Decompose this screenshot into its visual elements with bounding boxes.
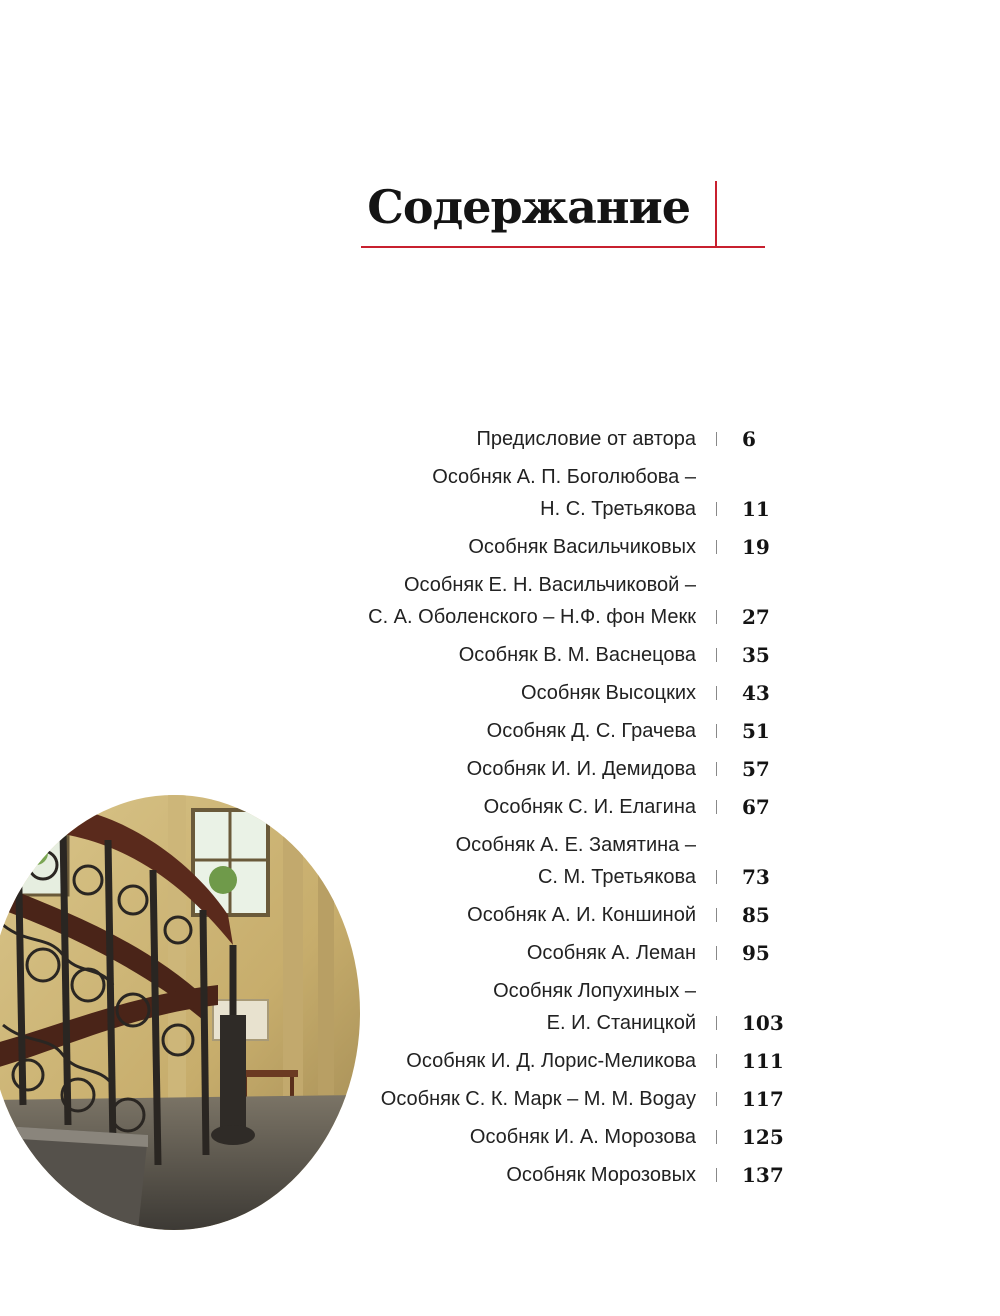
page-title: Содержание xyxy=(367,180,690,234)
toc-page-number: 6 xyxy=(742,427,756,451)
toc-entry[interactable] xyxy=(300,1121,820,1153)
toc-entry-title: Особняк Д. С. Грачева xyxy=(486,720,696,742)
toc-entry[interactable] xyxy=(300,423,820,455)
toc-separator xyxy=(716,1130,717,1144)
toc-separator xyxy=(716,540,717,554)
toc-entry-title: Особняк С. К. Марк – М. М. Bogay xyxy=(380,1088,696,1110)
toc-page-number: 27 xyxy=(742,605,770,629)
toc-page-number: 73 xyxy=(742,865,770,889)
staircase-photo xyxy=(0,795,360,1230)
toc-page-number: 95 xyxy=(742,941,770,965)
toc-separator xyxy=(716,1054,717,1068)
toc-separator xyxy=(716,686,717,700)
toc-separator xyxy=(716,800,717,814)
toc-page-number: 85 xyxy=(742,903,770,927)
toc-page-number: 11 xyxy=(742,497,770,521)
toc-separator xyxy=(716,1092,717,1106)
toc-separator xyxy=(716,432,717,446)
toc-page-number: 137 xyxy=(742,1163,784,1187)
toc-entry-title: Особняк Васильчиковых xyxy=(468,536,696,558)
toc-entry[interactable] xyxy=(300,1045,820,1077)
toc-entry-title: Н. С. Третьякова xyxy=(540,498,696,520)
toc-separator xyxy=(716,610,717,624)
toc-page-number: 51 xyxy=(742,719,770,743)
toc-entry[interactable] xyxy=(300,753,820,785)
toc-entry[interactable] xyxy=(300,1159,820,1191)
toc-separator xyxy=(716,502,717,516)
toc-page-number: 103 xyxy=(742,1011,784,1035)
toc-entry-title: С. А. Оболенского – Н.Ф. фон Мекк xyxy=(368,606,696,628)
toc-entry-title: Особняк И. Д. Лорис-Меликова xyxy=(406,1050,696,1072)
toc-entry-title: Особняк И. А. Морозова xyxy=(469,1126,696,1148)
toc-separator xyxy=(716,908,717,922)
toc-separator xyxy=(716,724,717,738)
toc-separator xyxy=(716,870,717,884)
toc-page-number: 57 xyxy=(742,757,770,781)
toc-page-number: 19 xyxy=(742,535,770,559)
toc-separator xyxy=(716,762,717,776)
toc-entry[interactable] xyxy=(300,829,820,893)
toc-entry[interactable] xyxy=(300,569,820,633)
toc-entry[interactable] xyxy=(300,677,820,709)
table-of-contents xyxy=(300,423,820,1197)
toc-entry-title: Особняк И. И. Демидова xyxy=(466,758,696,780)
toc-entry-title: Особняк В. М. Васнецова xyxy=(458,644,696,666)
toc-entry-title: Предисловие от автора xyxy=(476,428,696,450)
toc-separator xyxy=(716,1168,717,1182)
toc-entry[interactable] xyxy=(300,791,820,823)
toc-separator xyxy=(716,648,717,662)
toc-entry[interactable] xyxy=(300,531,820,563)
toc-entry[interactable] xyxy=(300,937,820,969)
toc-entry[interactable] xyxy=(300,639,820,671)
toc-entry-title: Е. И. Станицкой xyxy=(546,1012,696,1034)
toc-entry[interactable] xyxy=(300,461,820,525)
toc-entry-title: Особняк Морозовых xyxy=(506,1164,696,1186)
toc-entry-title: Особняк А. И. Коншиной xyxy=(467,904,696,926)
title-underline xyxy=(361,246,765,248)
toc-entry-title: Особняк А. П. Боголюбова – xyxy=(432,466,696,488)
toc-entry[interactable] xyxy=(300,975,820,1039)
toc-page-number: 125 xyxy=(742,1125,784,1149)
toc-entry-title: Особняк А. Е. Замятина – xyxy=(455,834,696,856)
toc-page-number: 111 xyxy=(742,1049,784,1073)
toc-entry-title: Особняк С. И. Елагина xyxy=(483,796,696,818)
toc-entry[interactable] xyxy=(300,899,820,931)
toc-separator xyxy=(716,946,717,960)
toc-entry-title: Особняк А. Леман xyxy=(526,942,696,964)
toc-page-number: 43 xyxy=(742,681,770,705)
toc-separator xyxy=(716,1016,717,1030)
toc-entry-title: Особняк Е. Н. Васильчиковой – xyxy=(403,574,696,596)
toc-entry[interactable] xyxy=(300,1083,820,1115)
toc-page-number: 67 xyxy=(742,795,770,819)
toc-page-number: 35 xyxy=(742,643,770,667)
toc-entry[interactable] xyxy=(300,715,820,747)
toc-entry-title: Особняк Лопухиных – xyxy=(493,980,696,1002)
title-vertical-rule xyxy=(715,181,717,247)
toc-entry-title: Особняк Высоцких xyxy=(521,682,696,704)
toc-page-number: 117 xyxy=(742,1087,784,1111)
toc-entry-title: С. М. Третьякова xyxy=(537,866,696,888)
